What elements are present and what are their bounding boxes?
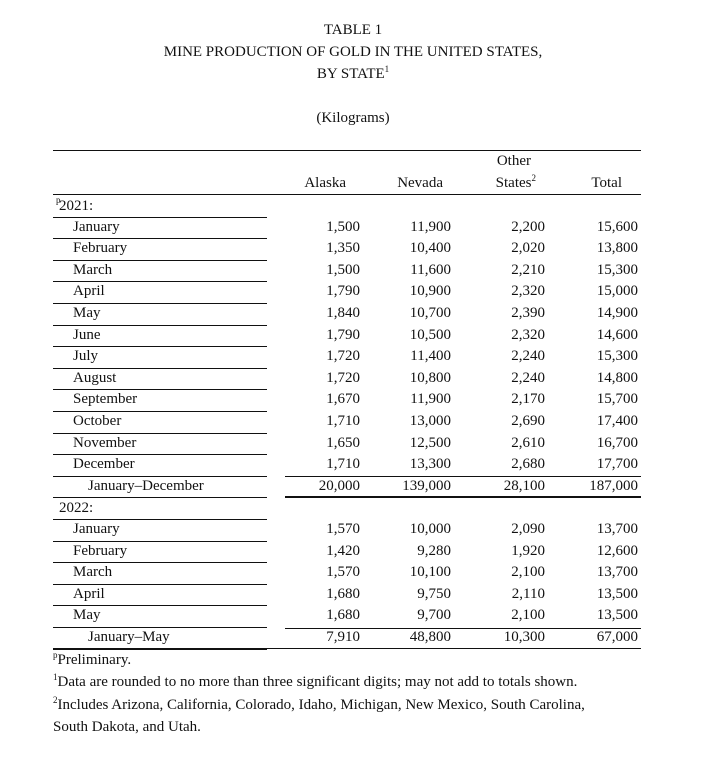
table-row (53, 542, 641, 564)
table-title-line2: BY STATE$^1$ (316, 64, 390, 82)
table-row (53, 585, 641, 607)
alaska-value: 1,790 (326, 283, 360, 300)
alaska-value: 1,710 (326, 456, 360, 473)
month-label: October (53, 412, 267, 434)
total-value: 14,600 (596, 326, 638, 343)
month-label: February (53, 239, 267, 261)
alaska-value: 1,570 (326, 564, 360, 581)
nevada-value: 9,280 (417, 542, 451, 559)
total-value: 17,700 (596, 456, 638, 473)
month-label: July (53, 347, 267, 369)
footnote (53, 694, 585, 714)
other-states-value: 2,240 (511, 369, 545, 386)
total-value: 15,600 (596, 218, 638, 235)
grand-total: 187,000 (589, 477, 638, 494)
month-label: September (53, 390, 267, 412)
other-states-value: 2,610 (511, 434, 545, 451)
nevada-value: 10,400 (409, 240, 451, 257)
alaska-value: 1,350 (326, 240, 360, 257)
other-states-value: 2,100 (511, 607, 545, 624)
total-row (53, 628, 641, 650)
table-row (53, 326, 641, 348)
table-row (53, 520, 641, 542)
top-rule (53, 150, 641, 151)
other-states-total: 10,300 (503, 629, 545, 645)
other-states-value: 1,920 (511, 542, 545, 559)
other-states-value: 2,200 (511, 218, 545, 235)
alaska-value: 1,680 (326, 585, 360, 602)
section-header-row (53, 498, 641, 520)
month-label: January (53, 520, 267, 542)
table-row (53, 390, 641, 412)
other-states-value: 2,320 (511, 283, 545, 300)
table-units: (Kilograms) (316, 110, 390, 126)
month-label: April (53, 282, 267, 304)
table-row (53, 218, 641, 240)
month-label: January (53, 218, 267, 240)
nevada-value: 12,500 (409, 434, 451, 451)
other-states-value: 2,100 (511, 564, 545, 581)
nevada-total: 48,800 (409, 629, 451, 645)
month-label: June (53, 326, 267, 348)
total-value: 13,700 (596, 564, 638, 581)
alaska-total: 20,000 (318, 477, 360, 494)
other-states-value: 2,320 (511, 326, 545, 343)
alaska-value: 1,840 (326, 305, 360, 321)
footnote-text: Data are rounded to no more than three significant digits; may not add to totals shown. (57, 674, 578, 691)
nevada-value: 10,100 (409, 564, 451, 581)
nevada-value: 13,300 (409, 456, 451, 473)
other-states-value: 2,090 (511, 521, 545, 537)
total-value: 15,300 (596, 261, 638, 278)
total-value: 13,500 (596, 607, 638, 624)
col-header-other-line2: States$^2$ (495, 173, 536, 191)
grand-total: 67,000 (596, 629, 638, 645)
other-states-value: 2,690 (511, 413, 545, 429)
table-row (53, 606, 641, 628)
alaska-value: 1,720 (326, 348, 360, 365)
section-label: 2021: $^p$ (53, 196, 267, 218)
table-row (53, 412, 641, 434)
total-value: 15,700 (596, 391, 638, 408)
table-number: TABLE 1 (323, 22, 383, 38)
alaska-value: 1,710 (326, 413, 360, 429)
nevada-value: 10,800 (409, 369, 451, 386)
footnote-mark: 2 (53, 694, 58, 705)
alaska-value: 1,680 (326, 607, 360, 624)
table-row (53, 434, 641, 456)
nevada-value: 9,750 (417, 585, 451, 602)
table-row (53, 455, 641, 477)
bottom-rule (53, 648, 641, 649)
alaska-value: 1,500 (326, 261, 360, 278)
header-rule (53, 194, 641, 195)
nevada-value: 10,900 (409, 283, 451, 300)
nevada-value: 10,500 (409, 326, 451, 343)
month-label: March (53, 261, 267, 283)
footnote-mark: p (53, 649, 58, 660)
table-row (53, 304, 641, 326)
month-label: May (53, 304, 267, 326)
other-states-value: 2,680 (511, 456, 545, 473)
total-row (53, 477, 641, 499)
month-label: February (53, 542, 267, 564)
total-value: 16,700 (596, 434, 638, 451)
total-label: January–May (53, 628, 267, 650)
nevada-value: 9,700 (417, 607, 451, 624)
total-value: 15,000 (596, 283, 638, 300)
alaska-value: 1,500 (326, 218, 360, 235)
total-value: 15,300 (596, 348, 638, 365)
nevada-value: 13,000 (409, 413, 451, 429)
alaska-value: 1,720 (326, 369, 360, 386)
month-label: March (53, 563, 267, 585)
total-value: 13,800 (596, 240, 638, 257)
total-value: 13,700 (596, 521, 638, 537)
alaska-value: 1,790 (326, 326, 360, 343)
other-states-value: 2,110 (511, 585, 545, 602)
alaska-value: 1,650 (326, 434, 360, 451)
total-value: 17,400 (596, 413, 638, 429)
col-header-total: Total (591, 175, 622, 191)
total-value: 13,500 (596, 585, 638, 602)
col-header-alaska: Alaska (304, 175, 346, 191)
month-label: August (53, 369, 267, 391)
total-label: January–December (53, 477, 267, 499)
section-label: 2022: (53, 498, 267, 520)
footnote-text: Preliminary. (57, 651, 132, 668)
nevada-total: 139,000 (402, 477, 451, 494)
section-header-row (53, 196, 641, 218)
footnote-text: South Dakota, and Utah. (53, 719, 201, 736)
nevada-value: 11,900 (410, 391, 451, 408)
nevada-value: 11,400 (410, 348, 451, 365)
other-states-value: 2,170 (511, 391, 545, 408)
alaska-value: 1,670 (326, 391, 360, 408)
other-states-value: 2,020 (511, 240, 545, 257)
footnote (53, 674, 577, 691)
month-label: April (53, 585, 267, 607)
nevada-value: 10,700 (409, 305, 451, 321)
other-states-total: 28,100 (503, 477, 545, 494)
col-header-other-line1: Other (496, 153, 531, 169)
month-label: November (53, 434, 267, 456)
nevada-value: 11,600 (410, 261, 451, 278)
other-states-value: 2,240 (511, 348, 545, 365)
alaska-value: 1,570 (326, 521, 360, 537)
table-row (53, 261, 641, 283)
nevada-value: 10,000 (409, 521, 451, 537)
table-title-line1: MINE PRODUCTION OF GOLD IN THE UNITED STATES, (163, 44, 543, 60)
month-label: December (53, 455, 267, 477)
alaska-value: 1,420 (326, 542, 360, 559)
other-states-value: 2,210 (511, 261, 545, 278)
col-header-nevada: Nevada (397, 175, 443, 191)
other-states-value: 2,390 (511, 305, 545, 321)
table-row (53, 369, 641, 391)
footnote-text: Includes Arizona, California, Colorado, Idaho, Michigan, New Mexico, South Carolina, (57, 696, 585, 713)
table-row (53, 282, 641, 304)
table-row (53, 347, 641, 369)
footnote-mark: 1 (53, 672, 58, 683)
footnote (53, 649, 132, 669)
total-value: 14,900 (596, 305, 638, 321)
footnote (53, 719, 201, 736)
footnote-mark: 1 (384, 64, 390, 74)
nevada-value: 11,900 (410, 218, 451, 235)
total-value: 14,800 (596, 369, 638, 386)
table-row (53, 239, 641, 261)
month-label: May (53, 606, 267, 628)
table-row (53, 563, 641, 585)
alaska-total: 7,910 (326, 629, 360, 645)
total-value: 12,600 (596, 542, 638, 559)
